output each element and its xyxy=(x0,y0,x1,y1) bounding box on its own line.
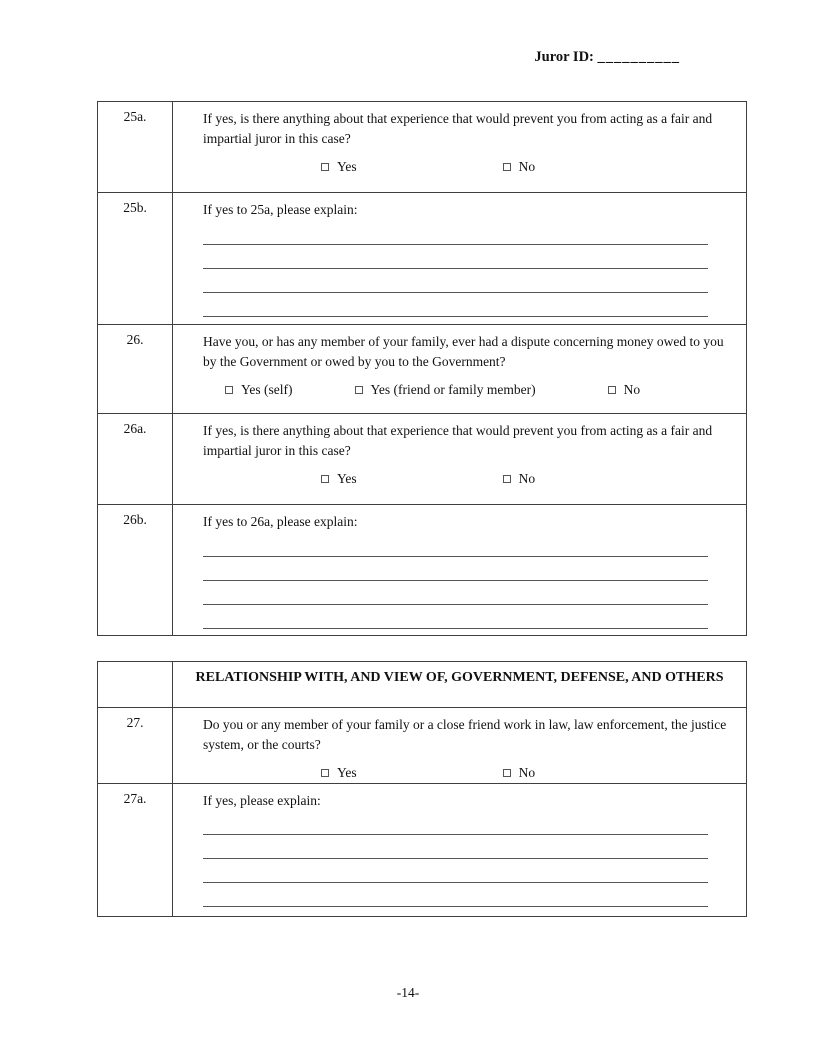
question-text: If yes, is there anything about that experience that would prevent you from acting as a fair and impartial juror in this case? xyxy=(203,111,713,146)
table-row-26b xyxy=(98,505,747,636)
option-label: No xyxy=(518,159,536,175)
write-in-line[interactable] xyxy=(203,293,708,317)
section-title: RELATIONSHIP WITH, AND VIEW OF, GOVERNMENT, DEFENSE, AND OTHERS xyxy=(173,662,747,708)
explain-prompt: If yes, please explain: xyxy=(203,792,321,808)
question-number: 25b. xyxy=(98,193,173,325)
question-number: 27. xyxy=(98,708,173,784)
page-number: -14- xyxy=(396,985,420,1000)
table-row-25a xyxy=(98,102,747,193)
explain-prompt: If yes to 25a, please explain: xyxy=(203,202,358,217)
question-cell xyxy=(173,325,747,414)
explain-cell xyxy=(173,783,747,916)
checkbox-option-yes-self[interactable] xyxy=(225,380,293,400)
juror-id-blank[interactable]: __________ xyxy=(597,49,680,65)
table-row-27a xyxy=(98,783,747,916)
checkbox-option-no[interactable] xyxy=(503,157,536,177)
question-number: 26b. xyxy=(98,505,173,636)
write-in-line[interactable] xyxy=(203,581,708,605)
options-row xyxy=(203,763,738,783)
option-label: Yes xyxy=(337,471,357,487)
questions-table-2 xyxy=(97,661,747,917)
question-number: 26a. xyxy=(98,414,173,505)
section-header-row xyxy=(98,662,747,708)
write-in-area xyxy=(203,533,738,629)
options-row xyxy=(203,157,738,177)
juror-id xyxy=(534,49,680,66)
write-in-line[interactable] xyxy=(203,883,708,907)
question-number: 25a. xyxy=(98,102,173,193)
checkbox-icon[interactable] xyxy=(321,769,329,777)
write-in-line[interactable] xyxy=(203,859,708,883)
write-in-area xyxy=(203,811,738,907)
checkbox-option-yes-friend-family[interactable] xyxy=(355,380,536,400)
option-label: No xyxy=(623,382,641,398)
checkbox-icon[interactable] xyxy=(503,163,511,171)
write-in-line[interactable] xyxy=(203,811,708,835)
question-text: Have you, or has any member of your family, ever had a dispute concerning money owed to you by the Government or owed by you to the Government? xyxy=(203,334,724,369)
question-cell xyxy=(173,102,747,193)
options-row xyxy=(203,380,738,400)
option-label: Yes xyxy=(337,159,357,175)
write-in-line[interactable] xyxy=(203,221,708,245)
checkbox-option-yes[interactable] xyxy=(321,469,357,489)
option-label: No xyxy=(518,471,536,487)
checkbox-icon[interactable] xyxy=(321,475,329,483)
empty-cell xyxy=(98,662,173,708)
checkbox-option-yes[interactable] xyxy=(321,763,357,783)
checkbox-option-no[interactable] xyxy=(503,763,536,783)
write-in-line[interactable] xyxy=(203,533,708,557)
options-row xyxy=(203,469,738,489)
questions-table-1 xyxy=(97,101,747,636)
option-label: Yes (friend or family member) xyxy=(370,382,536,398)
explain-cell xyxy=(173,505,747,636)
table-row-26a xyxy=(98,414,747,505)
table-row-27 xyxy=(98,708,747,784)
write-in-line[interactable] xyxy=(203,269,708,293)
option-label: Yes (self) xyxy=(241,382,293,398)
write-in-area xyxy=(203,221,738,317)
write-in-line[interactable] xyxy=(203,605,708,629)
write-in-line[interactable] xyxy=(203,557,708,581)
question-number: 26. xyxy=(98,325,173,414)
checkbox-icon[interactable] xyxy=(321,163,329,171)
table-row-26 xyxy=(98,325,747,414)
question-number: 27a. xyxy=(98,783,173,916)
write-in-line[interactable] xyxy=(203,245,708,269)
checkbox-icon[interactable] xyxy=(503,475,511,483)
explain-prompt: If yes to 26a, please explain: xyxy=(203,514,358,529)
checkbox-icon[interactable] xyxy=(225,386,233,394)
explain-cell xyxy=(173,193,747,325)
question-text: Do you or any member of your family or a close friend work in law, law enforcement, the justice system, or the courts? xyxy=(203,717,727,752)
option-label: No xyxy=(518,765,536,781)
checkbox-option-yes[interactable] xyxy=(321,157,357,177)
question-cell xyxy=(173,414,747,505)
juror-id-label: Juror ID: xyxy=(534,49,594,65)
checkbox-icon[interactable] xyxy=(503,769,511,777)
option-label: Yes xyxy=(337,765,357,781)
checkbox-icon[interactable] xyxy=(608,386,616,394)
checkbox-icon[interactable] xyxy=(355,386,363,394)
checkbox-option-no[interactable] xyxy=(608,380,641,400)
write-in-line[interactable] xyxy=(203,835,708,859)
question-text: If yes, is there anything about that experience that would prevent you from acting as a fair and impartial juror in this case? xyxy=(203,423,713,458)
question-cell xyxy=(173,708,747,784)
table-row-25b xyxy=(98,193,747,325)
checkbox-option-no[interactable] xyxy=(503,469,536,489)
